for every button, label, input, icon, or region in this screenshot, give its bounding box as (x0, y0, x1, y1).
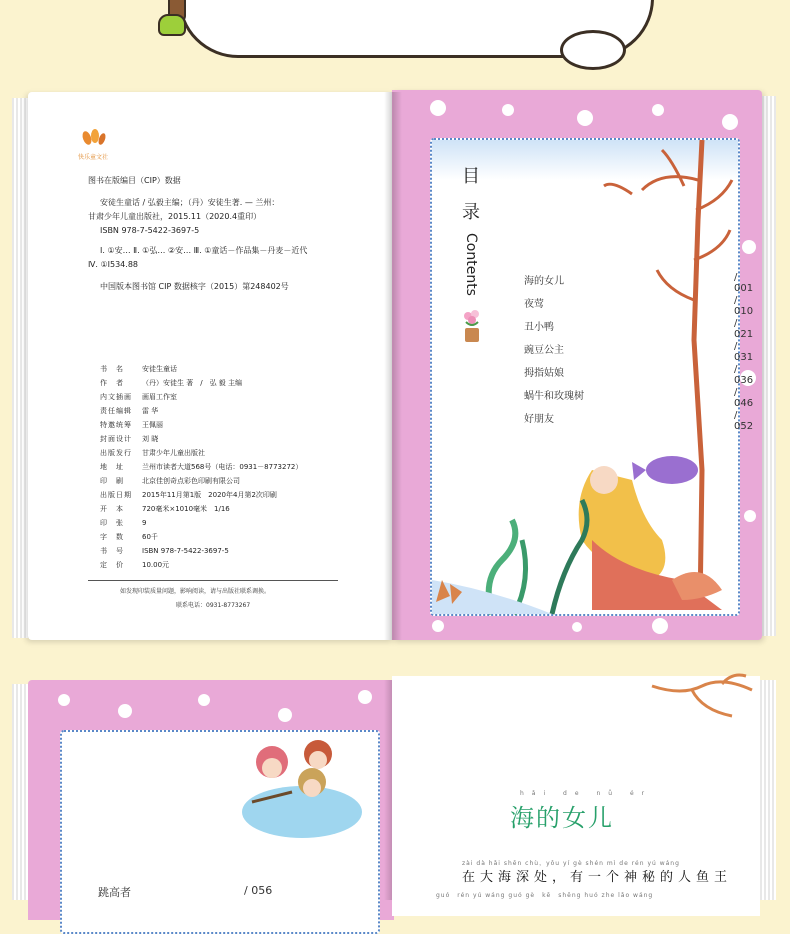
story-title: 海的女儿 (510, 804, 614, 832)
decor-dot (744, 510, 756, 522)
meta-row: 责任编辑 雷 华 (100, 407, 159, 415)
toc-item[interactable]: 好朋友 / 052 (524, 410, 754, 432)
decor-dot (358, 690, 372, 704)
decor-dot (502, 104, 514, 116)
publisher-logo-text: 快乐童文社 (78, 154, 109, 161)
toc-item[interactable]: 跳高者 (98, 886, 131, 899)
meta-row: 内文插画 画眉工作室 (100, 393, 177, 401)
cip-line: 安徒生童话 / 弘毅主编；（丹）安徒生著. — 兰州： (100, 198, 280, 207)
story-line-pinyin: guó rén yú wáng guó gè kē shēng huó zhe lǎo wáng (436, 892, 654, 899)
toc-item[interactable]: 海的女儿 / 001 (524, 272, 754, 294)
character-shoe-illustration (158, 14, 186, 36)
book2-toc-panel (60, 730, 380, 934)
decor-dot (652, 618, 668, 634)
meta-row: 开 本 720毫米×1010毫米 1/16 (100, 505, 230, 513)
cip-line: ISBN 978-7-5422-3697-5 (100, 226, 200, 235)
meta-row: 印 张 9 (100, 519, 147, 527)
meta-row: 特邀统筹 王佩丽 (100, 421, 163, 429)
meta-row: 印 刷 北京佳创奇点彩色印刷有限公司 (100, 477, 240, 485)
decor-dot (118, 704, 132, 718)
decor-dot (278, 708, 292, 722)
toc-item[interactable]: 拇指姑娘 / 036 (524, 364, 754, 386)
decor-dot (722, 114, 738, 130)
meta-row: 书 号 ISBN 978-7-5422-3697-5 (100, 547, 229, 555)
toc-item[interactable]: 蜗牛和玫瑰树 / 046 (524, 387, 754, 409)
decor-dot (432, 620, 444, 632)
toc-page-number: / 056 (244, 884, 273, 897)
toc-panel (430, 138, 754, 616)
cip-line: 中国版本图书馆 CIP 数据核字（2015）第248402号 (100, 282, 289, 291)
footer-notice: 如发现印装质量问题，影响阅读，请与出版社联系调换。 (120, 588, 271, 595)
meta-row: 定 价 10.00元 (100, 561, 170, 569)
meta-row: 地 址 兰州市读者大道568号（电话：0931－8773272） (100, 463, 303, 471)
story-line-pinyin: zài dà hǎi shēn chù，yǒu yí gè shén mì de rén yú wáng (462, 860, 680, 867)
cip-line: Ⅰ. ①安… Ⅱ. ①弘… ②安… Ⅲ. ①童话－作品集－丹麦－近代 (100, 246, 308, 255)
toc-item[interactable]: 夜莺 / 010 (524, 295, 754, 317)
coral-illustration (642, 676, 760, 736)
meta-row: 书 名 安徒生童话 (100, 365, 177, 373)
meta-row: 出版发行 甘肃少年儿童出版社 (100, 449, 205, 457)
toc-title-char: 目 (462, 166, 480, 187)
decor-dot (652, 104, 664, 116)
footer-phone: 联系电话：0931-8773267 (176, 602, 251, 609)
cip-title: 图书在版编目（CIP）数据 (88, 176, 181, 185)
decor-dot (430, 100, 446, 116)
mermaids-illustration (232, 732, 362, 842)
decor-dot (572, 622, 582, 632)
copyright-page (28, 92, 394, 640)
cip-line: 甘肃少年儿童出版社，2015.11（2020.4重印） (88, 212, 262, 221)
decor-dot (577, 110, 593, 126)
story-title-pinyin: hǎi de nǚ ér (520, 790, 653, 797)
decor-dot (742, 240, 756, 254)
toc-title-char: 录 (462, 202, 480, 223)
story-line: 在大海深处，有一个神秘的人鱼王 (462, 870, 733, 885)
cloud-bump (560, 30, 626, 70)
meta-row: 作 者 （丹）安徒生 著 / 弘 毅 主编 (100, 379, 243, 387)
mermaid-illustration (432, 140, 754, 614)
toc-title-en: Contents (463, 233, 479, 296)
decor-dot (198, 694, 210, 706)
meta-row: 出版日期 2015年11月第1版 2020年4月第2次印刷 (100, 491, 277, 499)
toc-item[interactable]: 豌豆公主 / 031 (524, 341, 754, 363)
meta-row: 字 数 60千 (100, 533, 158, 541)
decor-dot (58, 694, 70, 706)
cip-line: Ⅳ. ①I534.88 (88, 260, 138, 269)
meta-row: 封面设计 刘 晓 (100, 435, 159, 443)
footer-divider (88, 580, 338, 581)
toc-item[interactable]: 丑小鸭 / 021 (524, 318, 754, 340)
book-spine (384, 92, 402, 640)
